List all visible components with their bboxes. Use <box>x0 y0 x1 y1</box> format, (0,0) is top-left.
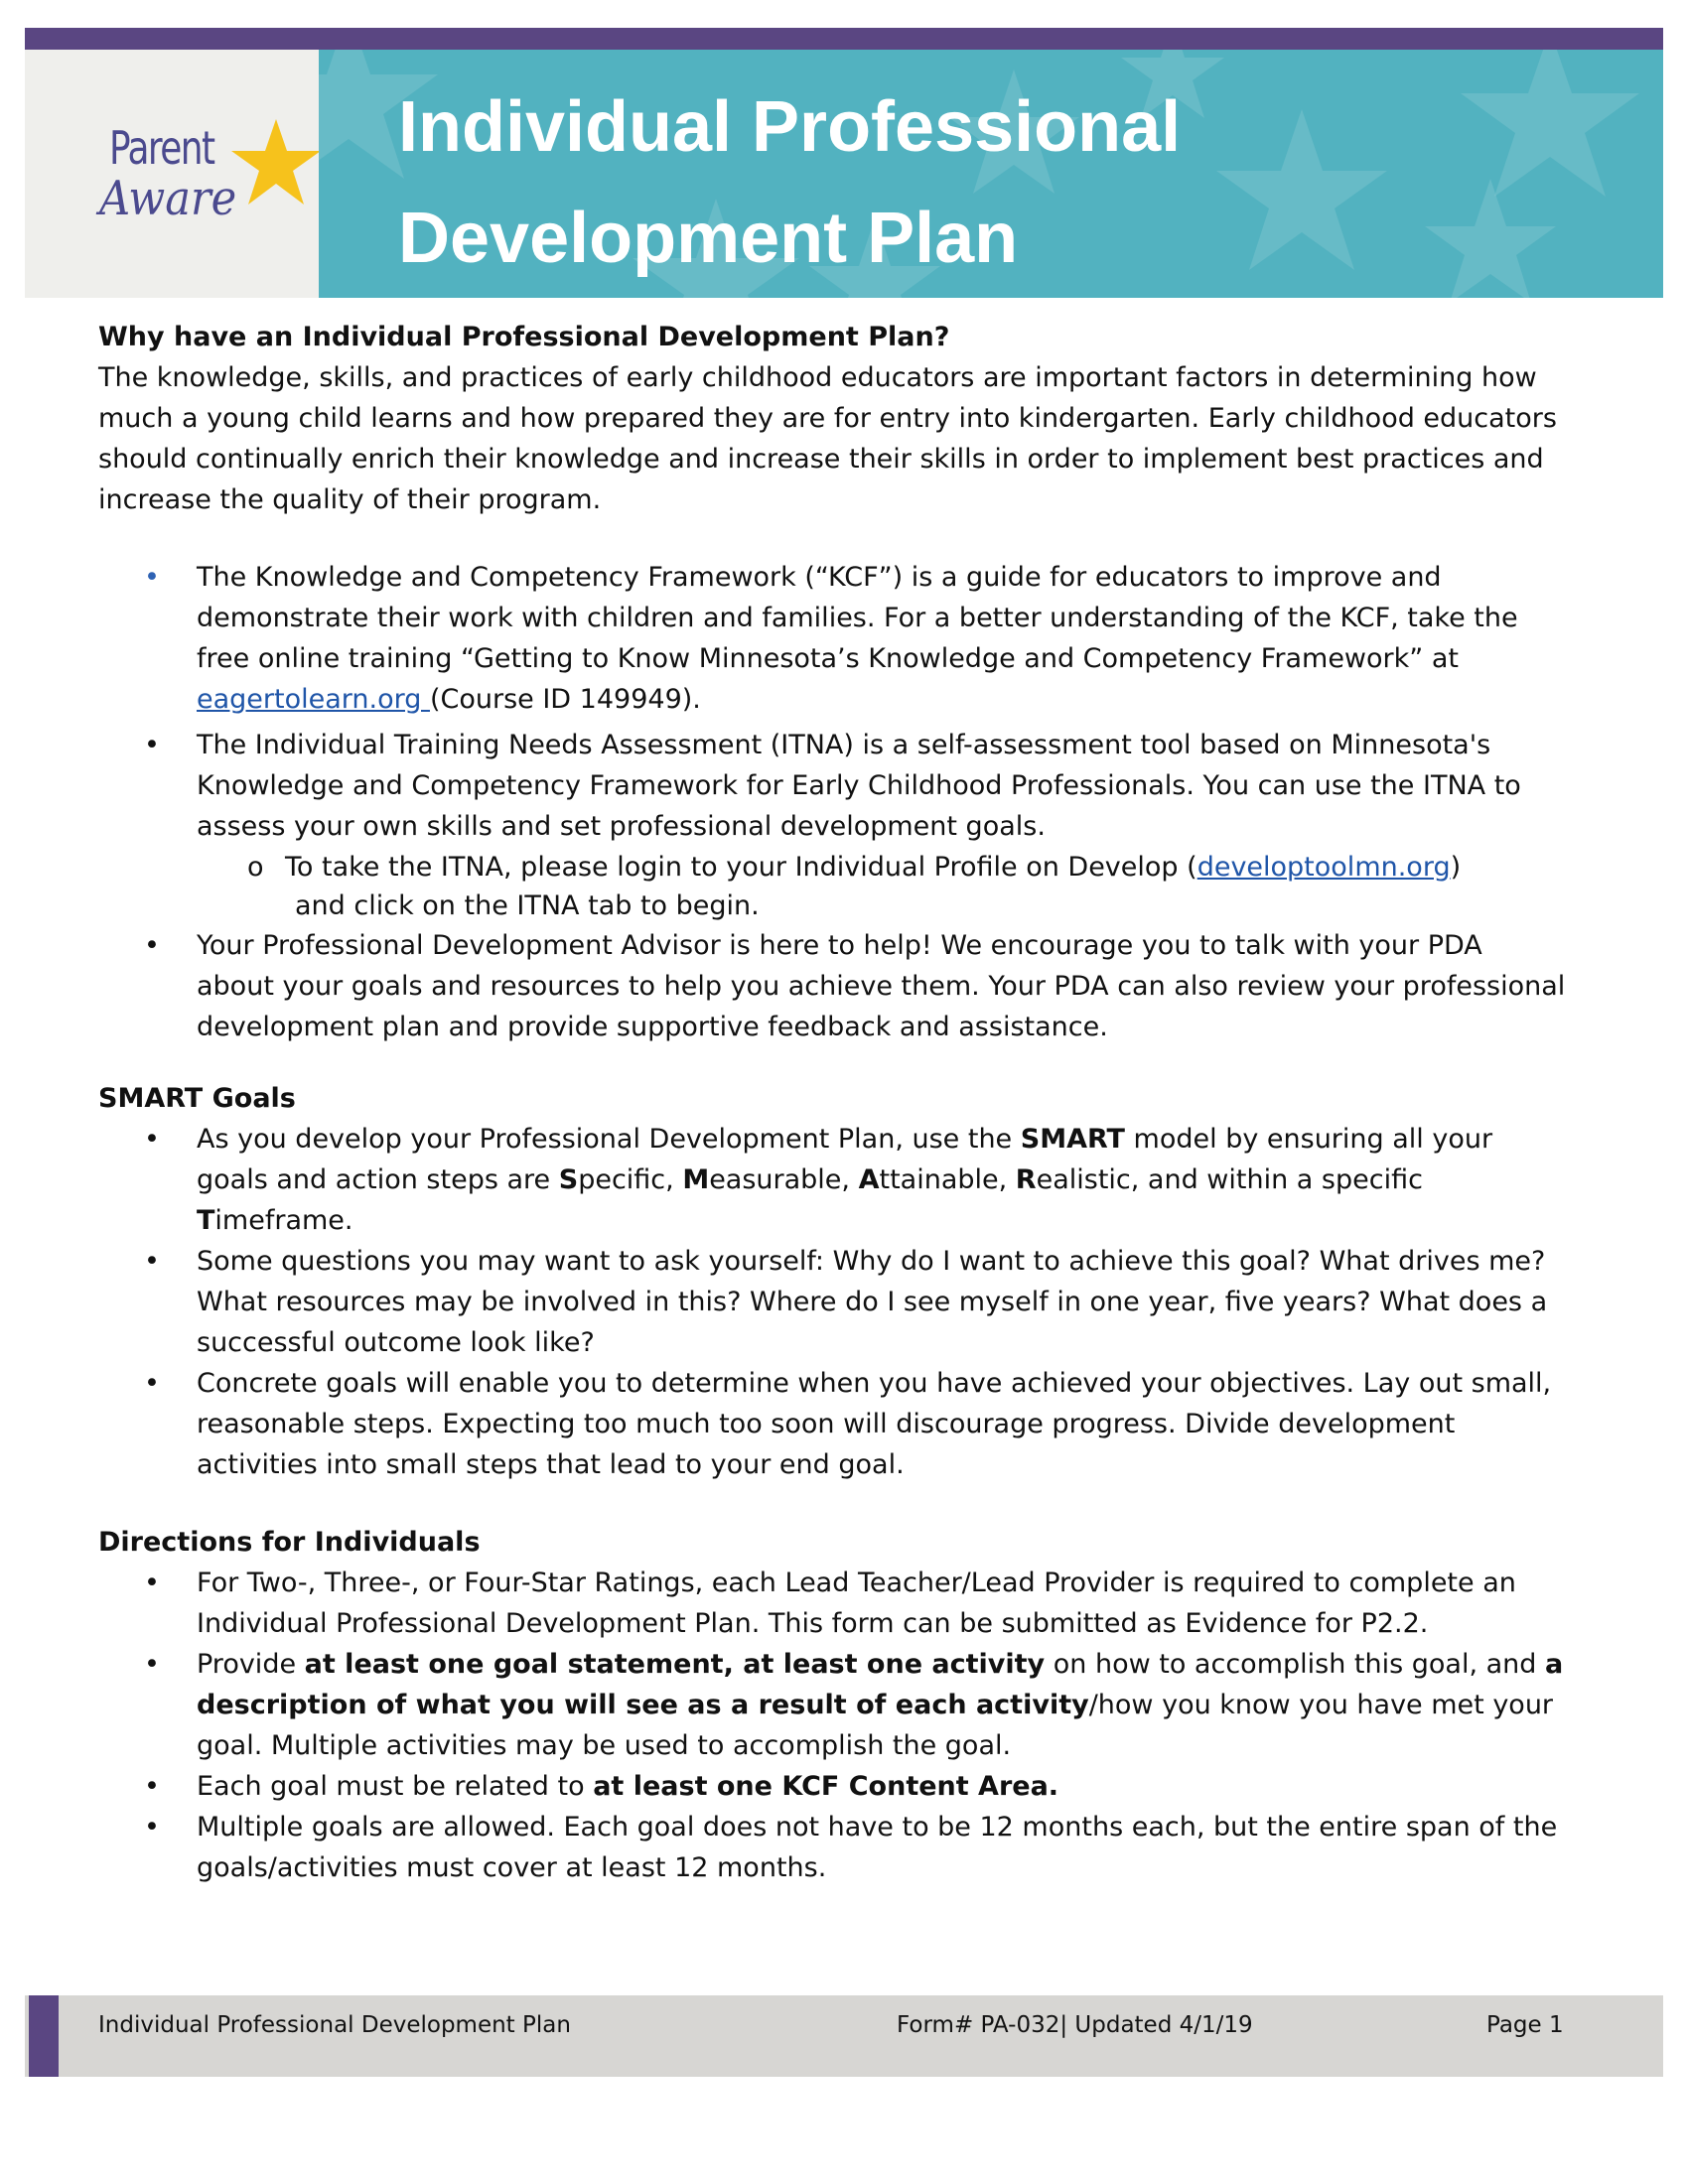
directions-bold: at least one KCF Content Area. <box>593 1771 1059 1802</box>
directions-ratings-text: For Two-, Three-, or Four-Star Ratings, each Lead Teacher/Lead Provider is required to complete an Individual Professional Development Plan. This form can be submitted as Evidence for P2.2. <box>197 1568 1516 1639</box>
list-item-pda <box>98 925 1568 1047</box>
bullet-icon: • <box>144 562 160 593</box>
smart-text: imeframe. <box>214 1205 353 1236</box>
footer-accent-bar <box>29 1995 59 2077</box>
parent-aware-logo <box>79 121 318 260</box>
star-icon <box>226 113 326 212</box>
smart-letter-s: S <box>558 1164 579 1195</box>
page-title <box>398 71 1181 294</box>
smart-item-questions <box>98 1241 1568 1363</box>
pda-text: Your Professional Development Advisor is here to help! We encourage you to talk with your PDA about your goals and resources to help you achieve them. Your PDA can also review your professional development plan and provide supportive feedback and assistance. <box>197 930 1566 1042</box>
smart-letter-m: M <box>682 1164 710 1195</box>
kcf-course-id: (Course ID 149949). <box>429 684 701 715</box>
bullet-icon: • <box>144 1246 160 1277</box>
directions-text: /how you know you have met your goal. Multiple activities may be used to accomplish the goal. <box>197 1690 1554 1761</box>
smart-item-concrete <box>98 1363 1568 1485</box>
bullet-icon: • <box>144 1368 160 1399</box>
bullet-icon: • <box>144 1568 160 1598</box>
itna-sub-text: To take the ITNA, please login to your Individual Profile on Develop ( <box>285 852 1197 883</box>
itna-sub-continuation: and click on the ITNA tab to begin. <box>295 890 760 921</box>
title-line-1: Individual Professional <box>398 87 1182 167</box>
info-list <box>98 557 1568 1047</box>
itna-subitem <box>98 847 1568 887</box>
smart-list <box>98 1119 1568 1485</box>
eagertolearn-link[interactable]: eagertolearn.org <box>197 684 430 715</box>
circle-bullet-icon: o <box>247 852 264 883</box>
intro-paragraph: The knowledge, skills, and practices of early childhood educators are important factors in determining how much a young child learns and how prepared they are for entry into kindergarten. Early childhood educators should continually enrich their knowledge and increase their skills in order to implement best practices and increase the quality of their program. <box>98 362 1557 515</box>
logo-text-parent: Parent <box>109 121 214 175</box>
directions-bold: a description of what you will see as a result of each activity <box>197 1649 1564 1720</box>
directions-text: on how to accomplish this goal, and <box>1045 1649 1545 1680</box>
directions-item-ratings <box>98 1563 1568 1644</box>
directions-text: Provide <box>197 1649 305 1680</box>
directions-text: Each goal must be related to <box>197 1771 594 1802</box>
bullet-icon: • <box>144 1649 160 1680</box>
bullet-icon: • <box>144 1771 160 1802</box>
footer-page-number: Page 1 <box>1486 2012 1564 2038</box>
directions-heading: Directions for Individuals <box>98 1527 481 1558</box>
kcf-text: The Knowledge and Competency Framework (“KCF”) is a guide for educators to improve and demonstrate their work with children and families. For a better understanding of the KCF, take the free online training “Getting to Know Minnesota’s Knowledge and Competency Framework” at <box>197 562 1518 674</box>
smart-letter-t: T <box>197 1205 215 1236</box>
bullet-icon: • <box>144 1812 160 1843</box>
logo-text-aware: Aware <box>99 171 237 226</box>
smart-text: ttainable, <box>879 1164 1016 1195</box>
bullet-icon: • <box>144 930 160 961</box>
directions-item-multiple <box>98 1807 1568 1888</box>
smart-acronym: SMART <box>1020 1124 1125 1155</box>
title-line-2: Development Plan <box>398 199 1019 278</box>
directions-item-kcf <box>98 1766 1568 1807</box>
footer-document-title: Individual Professional Development Plan <box>98 2012 571 2038</box>
smart-text: ealistic, and within a specific <box>1036 1164 1423 1195</box>
itna-text: The Individual Training Needs Assessment (ITNA) is a self-assessment tool based on Minnesota's Knowledge and Competency Framework for Early Childhood Professionals. You can use the ITNA to assess your own skills and set professional development goals. <box>197 730 1521 842</box>
directions-bold: at least one goal statement, at least one activity <box>304 1649 1046 1680</box>
title-panel <box>319 50 1663 298</box>
directions-list <box>98 1563 1568 1888</box>
list-item-kcf <box>98 557 1568 720</box>
smart-text: easurable, <box>709 1164 859 1195</box>
smart-text: As you develop your Professional Development Plan, use the <box>197 1124 1021 1155</box>
smart-heading: SMART Goals <box>98 1083 296 1114</box>
smart-concrete-text: Concrete goals will enable you to determine when you have achieved your objectives. Lay out small, reasonable steps. Expecting too much too soon will discourage progress. Divide development activities into small steps that lead to your end goal. <box>197 1368 1552 1480</box>
bullet-icon: • <box>144 1124 160 1155</box>
smart-letter-r: R <box>1015 1164 1037 1195</box>
smart-text: pecific, <box>578 1164 683 1195</box>
smart-letter-a: A <box>858 1164 880 1195</box>
footer-form-number: Form# PA-032| Updated 4/1/19 <box>897 2012 1253 2038</box>
developtoolmn-link[interactable]: developtoolmn.org <box>1196 852 1451 883</box>
directions-multiple-text: Multiple goals are allowed. Each goal does not have to be 12 months each, but the entire span of the goals/activities must cover at least 12 months. <box>197 1812 1558 1883</box>
itna-sub-close: ) <box>1450 852 1462 883</box>
smart-item-model <box>98 1119 1568 1241</box>
smart-text: model by ensuring all your goals and action steps are <box>197 1124 1493 1195</box>
document-body <box>98 318 1568 1888</box>
logo-panel <box>25 50 319 298</box>
header-banner <box>25 50 1663 298</box>
list-item-itna <box>98 725 1568 847</box>
bullet-icon: • <box>144 730 160 760</box>
top-accent-bar <box>25 28 1663 50</box>
smart-questions-text: Some questions you may want to ask yourself: Why do I want to achieve this goal? What drives me? What resources may be involved in this? Where do I see myself in one year, five years? What does a successful outcome look like? <box>197 1246 1548 1358</box>
intro-heading: Why have an Individual Professional Development Plan? <box>98 322 950 352</box>
list-subitem-itna <box>98 847 1568 925</box>
page-footer <box>25 1995 1663 2077</box>
directions-item-provide <box>98 1644 1568 1766</box>
